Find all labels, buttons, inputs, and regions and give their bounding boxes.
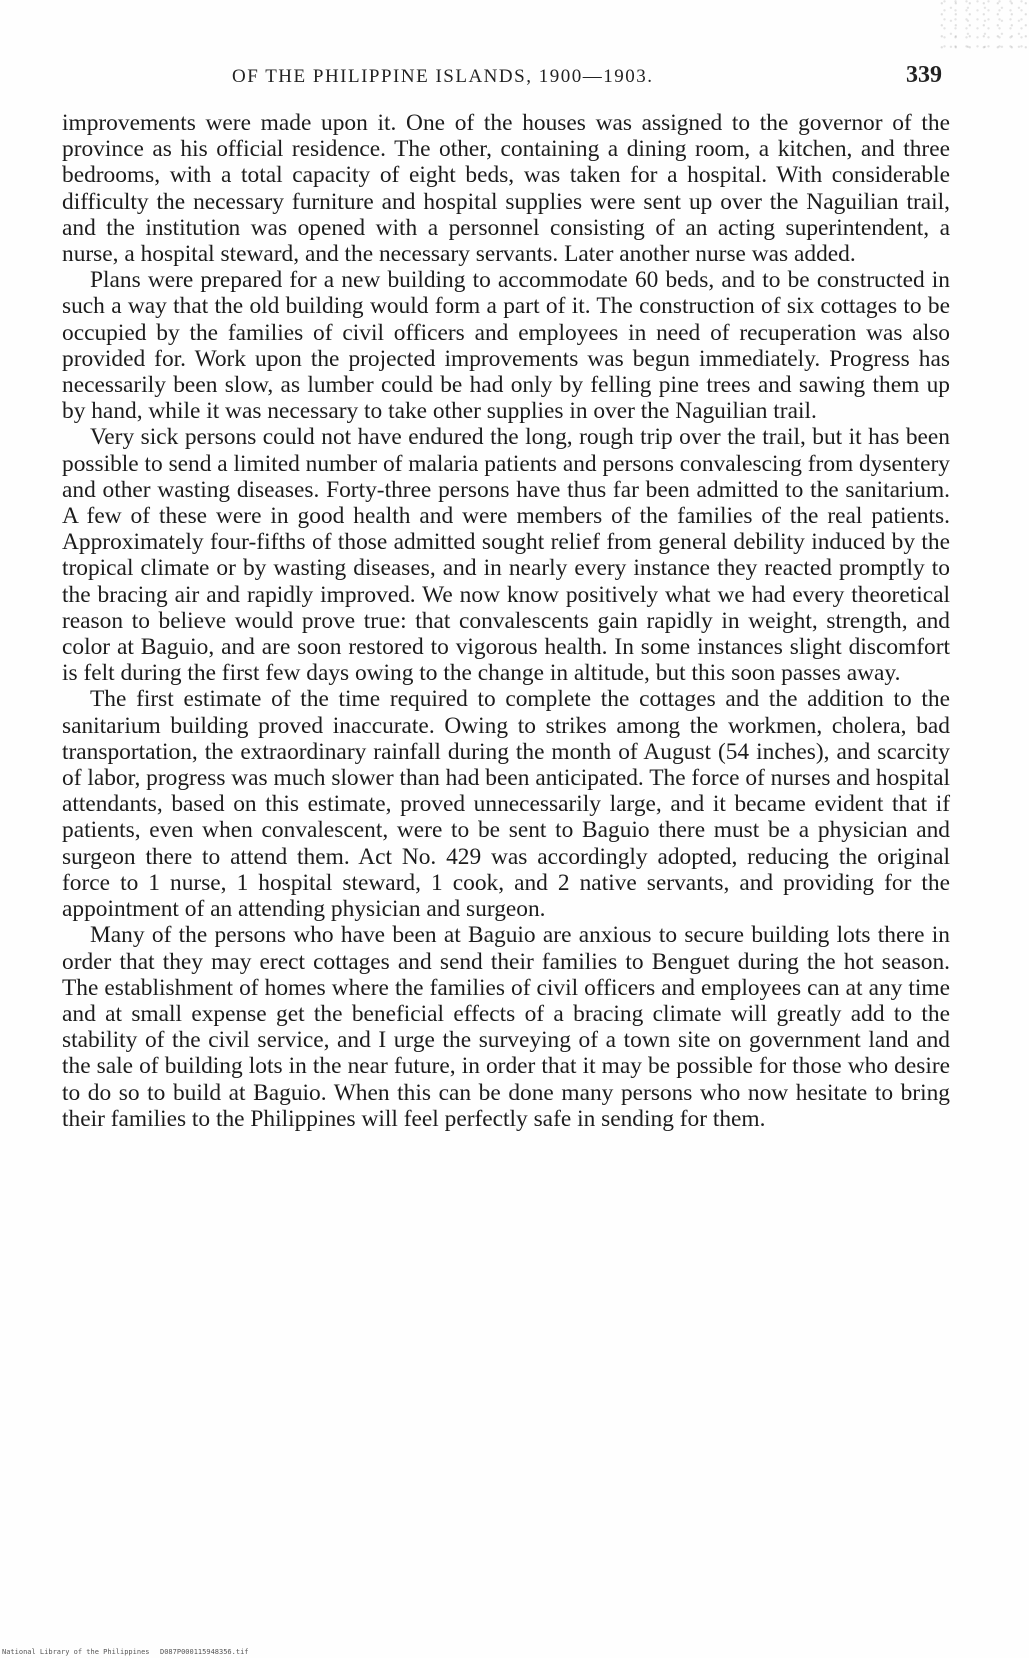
footer-library: National Library of the Philippines xyxy=(2,1648,150,1656)
paragraph-building-lots: Many of the persons who have been at Baguio are anxious to secure building lots there in order that they may erect cottages and send their families to Benguet during the hot season. The establishment of homes where the families of civil officers and employees can at any time and at small expense get the beneficial effects of a bracing climate will greatly add to the stability of the civil service, and I urge the surveying of a town site on government land and the sale of building lots in the near future, in order that it may be possible for those who desire to do so to build at Baguio. When this can be done many persons who now hesitate to bring their families to the Philippines will feel perfectly safe in sending for them. xyxy=(62,922,950,1132)
page-number: 339 xyxy=(906,62,942,88)
paragraph-estimate: The first estimate of the time required to complete the cottages and the addition to the sanitarium building proved inaccurate. Owing to strikes among the workmen, cholera, bad transportation, the extraordinary rainfall during the month of August (54 inches), and scarcity of labor, progress was much slower than had been anticipated. The force of nurses and hospital attendants, based on this estimate, proved unnecessarily large, and it became evident that if patients, even when convalescent, were to be sent to Baguio there must be a physician and surgeon there to attend them. Act No. 429 was accordingly adopted, reducing the original force to 1 nurse, 1 hospital steward, 1 cook, and 2 native servants, and providing for the appointment of an attending physician and surgeon. xyxy=(62,686,950,923)
running-title: OF THE PHILIPPINE ISLANDS, 1900—1903. xyxy=(232,66,654,87)
body-text xyxy=(62,110,950,1132)
footer-file-id: D087P000115948356.tif xyxy=(160,1648,249,1656)
scan-speckle xyxy=(939,0,1029,50)
paragraph-patients: Very sick persons could not have endured the long, rough trip over the trail, but it has been possible to send a limited number of malaria patients and persons convalescing from dysentery and other wasting diseases. Forty-three persons have thus far been admitted to the sanitarium. A few of these were in good health and were members of the families of the real patients. Approximately four-fifths of those admitted sought relief from general debility induced by the tropical climate or by wasting diseases, and in nearly every instance they reacted promptly to the bracing air and rapidly improved. We now know positively what we had every theoretical reason to believe would prove true: that convalescents gain rapidly in weight, strength, and color at Baguio, and are soon restored to vigorous health. In some instances slight discomfort is felt during the first few days owing to the change in altitude, but this soon passes away. xyxy=(62,424,950,687)
paragraph-plans: Plans were prepared for a new building to accommodate 60 beds, and to be constructed in such a way that the old building would form a part of it. The construction of six cottages to be occupied by the families of civil officers and employees in need of recuperation was also provided for. Work upon the projected improvements was begun immediately. Progress has necessarily been slow, as lumber could be had only by felling pine trees and sawing them up by hand, while it was necessary to take other supplies in over the Naguilian trail. xyxy=(62,267,950,425)
running-head xyxy=(62,62,942,92)
paragraph-continued: improvements were made upon it. One of the houses was assigned to the governor of the province as his official residence. The other, containing a dining room, a kitchen, and three bedrooms, with a total capacity of eight beds, was taken for a hospital. With considerable difficulty the necessary furniture and hospital supplies were sent up over the Naguilian trail, and the institution was opened with a personnel consisting of an acting superintendent, a nurse, a hospital steward, and the necessary servants. Later another nurse was added. xyxy=(62,110,950,268)
